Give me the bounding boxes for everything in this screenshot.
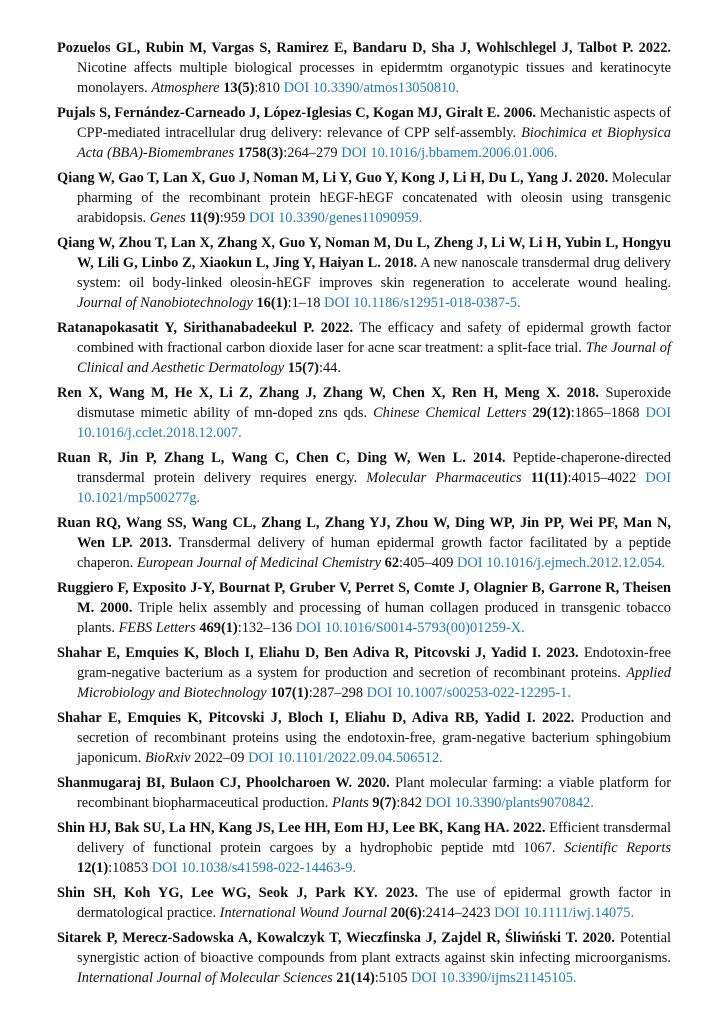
reference-pages: :1–18 [287,295,321,311]
reference-doi-link[interactable]: DOI 10.1111/iwj.14075. [494,905,635,921]
reference-authors: Ruggiero F, Exposito J-Y, Bournat P, Gruber V, Perret S, Comte J, Olagnier B, Garrone R, Theisen M. 2000. [57,580,671,616]
reference-authors: Ruan R, Jin P, Zhang L, Wang C, Chen C, Ding W, Wen L. 2014. [57,450,506,466]
reference-pages: :842 [396,795,422,811]
reference-volume: 9 [372,795,380,811]
reference-pages: :5105 [374,970,408,986]
reference-entry [57,383,671,443]
reference-entry [57,883,671,923]
reference-volume: 20 [390,905,406,921]
reference-entry [57,318,671,378]
reference-issue: (1) [220,620,238,636]
reference-doi-link[interactable]: DOI 10.1016/j.ejmech.2012.12.054. [457,555,666,571]
reference-doi-link[interactable]: DOI 10.1016/j.bbamem.2006.01.006. [341,145,558,161]
reference-issue: (14) [350,970,375,986]
reference-entry [57,448,671,508]
reference-authors: Ratanapokasatit Y, Sirithanabadeekul P. 2022. [57,320,354,336]
reference-journal: Journal of Nanobiotechnology [77,295,253,311]
reference-volume: 62 [384,555,400,571]
reference-pages: 2022–09 [190,750,245,766]
reference-title: Transdermal delivery of human epidermal growth factor facilitated by a peptide chaperon. [77,535,671,571]
reference-title: Molecular pharming of the recombinant protein hEGF-hEGF concatenated with oleosin using transgenic arabidopsis. [77,170,671,226]
reference-journal: Genes [149,210,186,226]
reference-authors: Shin HJ, Bak SU, La HN, Kang JS, Lee HH, Eom HJ, Lee BK, Kang HA. 2022. [57,820,546,836]
reference-doi-link[interactable]: DOI 10.3390/ijms21145105. [411,970,577,986]
reference-doi-link[interactable]: DOI 10.1016/S0014-5793(00)01259-X. [295,620,525,636]
reference-entry [57,708,671,768]
reference-doi-link[interactable]: DOI 10.3390/atmos13050810. [283,80,460,96]
reference-authors: Pujals S, Fernández-Carneado J, López-Iglesias C, Kogan MJ, Giralt E. 2006. [57,105,537,121]
reference-title: Plant molecular farming: a viable platform for recombinant biopharmaceutical production. [77,775,671,811]
reference-authors: Shahar E, Emquies K, Pitcovski J, Bloch I, Eliahu D, Adiva RB, Yadid I. 2022. [57,710,575,726]
reference-journal: Scientific Reports [564,840,671,856]
reference-volume: 29 [532,405,547,421]
reference-authors: Ruan RQ, Wang SS, Wang CL, Zhang L, Zhang YJ, Zhou W, Ding WP, Jin PP, Wei PF, Man N, Wen LP. 2013. [57,515,671,551]
reference-issue: (12) [546,405,571,421]
reference-volume: 469 [199,620,221,636]
reference-pages: :4015–4022 [567,470,637,486]
reference-pages: :44. [318,360,341,376]
reference-journal: Plants [331,795,369,811]
reference-issue: (3) [266,145,284,161]
reference-authors: Shin SH, Koh YG, Lee WG, Seok J, Park KY. 2023. [57,885,419,901]
reference-pages: :2414–2423 [421,905,491,921]
reference-entry [57,928,671,988]
reference-journal: European Journal of Medicinal Chemistry [136,555,382,571]
reference-title: A new nanoscale transdermal drug delivery system: oil body-linked oleosin-hEGF improves skin regeneration to accelerate wound healing. [77,255,672,291]
reference-doi-link[interactable]: DOI 10.1101/2022.09.04.506512. [248,750,443,766]
reference-issue: (7) [379,795,397,811]
reference-pages: :287–298 [308,685,364,701]
reference-authors: Qiang W, Zhou T, Lan X, Zhang X, Guo Y, Noman M, Du L, Zheng J, Li W, Li H, Yubin L, Hongyu W, Lili G, Linbo Z, Xiaokun L, Jing Y, Haiyan L. 2018. [57,235,671,271]
reference-entry [57,513,671,573]
reference-entry [57,168,671,228]
reference-entry [57,818,671,878]
reference-doi-link[interactable]: DOI 10.3390/plants9070842. [425,795,594,811]
reference-doi-link[interactable]: DOI 10.1007/s00253-022-12295-1. [366,685,571,701]
reference-title: Triple helix assembly and processing of human collagen produced in transgenic tobacco plants. [77,600,671,636]
reference-pages: :132–136 [237,620,293,636]
reference-journal: Molecular Pharmaceutics [366,470,522,486]
reference-journal: The Journal of Clinical and Aesthetic Dermatology [77,340,672,376]
reference-volume: 15 [287,360,303,376]
reference-title: Peptide-chaperone-directed transdermal protein delivery requires energy. [77,450,671,486]
reference-title: Potential synergistic action of bioactive compounds from plant extracts against skin infecting microorganisms. [77,930,671,966]
reference-volume: 107 [270,685,292,701]
reference-pages: :264–279 [283,145,338,161]
reference-pages: :810 [254,80,280,96]
reference-issue: (11) [544,470,568,486]
reference-list [57,38,671,993]
reference-title: Production and secretion of recombinant proteins using the endotoxin-free, gram-negative bacterium sphingobium japonicum. [77,710,671,766]
reference-authors: Sitarek P, Merecz-Sadowska A, Kowalczyk T, Wieczfinska J, Zajdel R, Śliwiński T. 2020. [57,930,615,946]
reference-title: Efficient transdermal delivery of functional protein cargoes by a hydrophobic peptide mtd 1067. [77,820,672,856]
reference-journal: Chinese Chemical Letters [373,405,527,421]
reference-title: Nicotine affects multiple biological processes in epidermtm organotypic tissues and keratinocyte monolayers. [77,60,671,96]
reference-doi-link[interactable]: DOI 10.3390/genes11090959. [248,210,423,226]
reference-issue: (6) [405,905,422,921]
reference-entry [57,773,671,813]
reference-issue: (5) [237,80,255,96]
reference-issue: (1) [291,685,309,701]
reference-pages: :405–409 [399,555,454,571]
reference-entry [57,38,671,98]
reference-entry [57,578,671,638]
reference-issue: (7) [302,360,319,376]
reference-journal: FEBS Letters [118,620,196,636]
reference-entry [57,103,671,163]
reference-volume: 11 [189,210,203,226]
reference-pages: :959 [219,210,246,226]
reference-journal: Atmosphere [151,80,220,96]
reference-journal: Biochimica et Biophysica Acta (BBA)-Biomembranes [77,125,671,161]
reference-volume: 21 [336,970,351,986]
reference-doi-link[interactable]: DOI 10.1186/s12951-018-0387-5. [324,295,521,311]
reference-title: The efficacy and safety of epidermal growth factor combined with fractional carbon dioxide laser for acne scar treatment: a split-face trial. [77,320,672,356]
reference-doi-link[interactable]: DOI 10.1021/mp500277g. [77,470,671,506]
reference-volume: 11 [530,470,545,486]
reference-journal: International Journal of Molecular Sciences [77,970,333,986]
reference-journal: BioRxiv [144,750,191,766]
reference-volume: 12 [77,860,92,876]
reference-pages: :1865–1868 [570,405,640,421]
reference-volume: 16 [256,295,271,311]
reference-authors: Ren X, Wang M, He X, Li Z, Zhang J, Zhang W, Chen X, Ren H, Meng X. 2018. [57,385,599,401]
reference-authors: Shahar E, Emquies K, Bloch I, Eliahu D, Ben Adiva R, Pitcovski J, Yadid I. 2023. [57,645,579,661]
reference-issue: (1) [91,860,109,876]
reference-entry [57,643,671,703]
reference-authors: Shanmugaraj BI, Bulaon CJ, Phoolcharoen W. 2020. [57,775,390,791]
reference-title: Endotoxin-free gram-negative bacterium as a system for production and secretion of recombinant proteins. [77,645,671,681]
reference-issue: (1) [270,295,288,311]
reference-volume: 13 [223,80,238,96]
reference-entry [57,233,671,313]
reference-title: The use of epidermal growth factor in dermatological practice. [77,885,671,921]
reference-journal: Applied Microbiology and Biotechnology [77,665,671,701]
reference-issue: (9) [202,210,220,226]
reference-journal: International Wound Journal [219,905,388,921]
reference-doi-link[interactable]: DOI 10.1016/j.cclet.2018.12.007. [77,405,672,441]
reference-doi-link[interactable]: DOI 10.1038/s41598-022-14463-9. [151,860,357,876]
reference-authors: Pozuelos GL, Rubin M, Vargas S, Ramirez E, Bandaru D, Sha J, Wohlschlegel J, Talbot P. 2022. [57,40,671,56]
reference-authors: Qiang W, Gao T, Lan X, Guo J, Noman M, Li Y, Guo Y, Kong J, Li H, Du L, Yang J. 2020. [57,170,609,186]
reference-title: Mechanistic aspects of CPP-mediated intracellular drug delivery: relevance of CPP self-assembly. [77,105,671,141]
reference-pages: :10853 [108,860,149,876]
reference-volume: 1758 [237,145,267,161]
reference-title: Superoxide dismutase mimetic ability of mn-doped zns qds. [77,385,671,421]
